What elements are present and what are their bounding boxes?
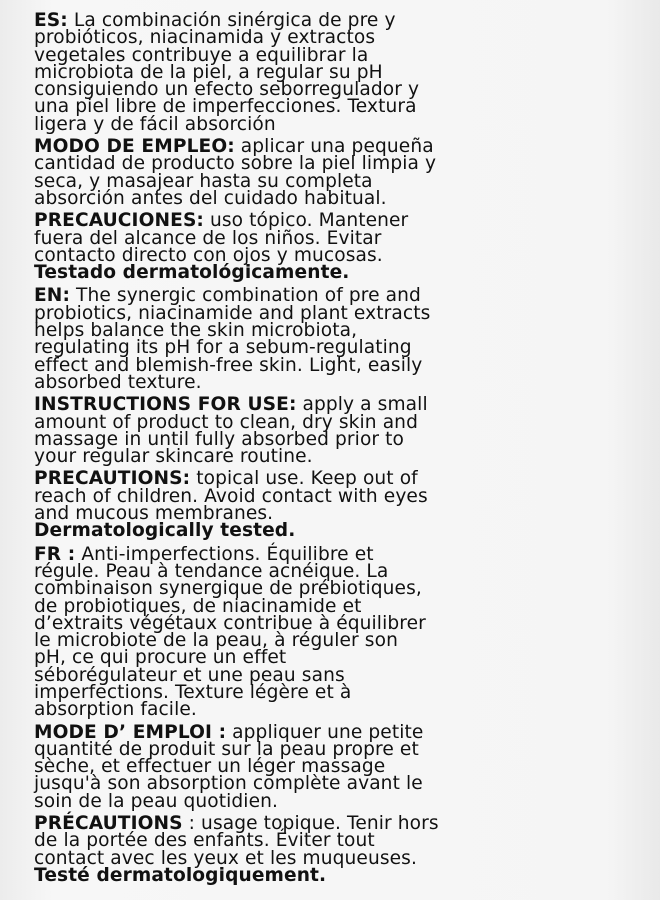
section-text: topical use. Keep out of reach of children. Avoid contact with eyes and mucous membranes. xyxy=(34,468,428,525)
spanish-precautions xyxy=(34,210,636,284)
section-heading: FR : xyxy=(34,543,76,565)
section-text: Anti-imperfections. Équilibre et régule. Peau à tendance acnéique. La combinaison synergique de prébiotiques, de probiotiques, de niacinamide et d’extraits végétaux contribue à équilibrer le microbiote de la peau, à réguler son pH, ce qui procure un effet séborégulateur et une peau sans imperfections. Texture légère et à absorption facile. xyxy=(34,543,426,721)
section-heading: PRÉCAUTIONS xyxy=(34,813,183,835)
section-text: aplicar una pequeña cantidad de producto sobre la piel limpia y seca, y masajear hasta su completa absorción antes del cuidado habitual. xyxy=(34,136,437,209)
section-text: uso tópico. Mantener fuera del alcance de los niños. Evitar contacto directo con ojos y mucosas. xyxy=(34,210,409,266)
section-text: appliquer une petite quantité de produit sur la peau propre et sèche, et effectuer un léger massage jusqu'à son absorption complète avant le soin de la peau quotidien. xyxy=(34,721,424,812)
english-instructions xyxy=(34,394,636,468)
english-precautions xyxy=(34,468,636,542)
section-heading: PRECAUTIONS: xyxy=(34,468,191,490)
tested-statement: Testé dermatologiquement. xyxy=(34,864,327,886)
section-heading: INSTRUCTIONS FOR USE: xyxy=(34,394,297,416)
section-heading: MODE D’ EMPLOI : xyxy=(34,721,227,743)
tested-statement: Testado dermatológicamente. xyxy=(34,262,350,284)
spanish-instructions xyxy=(34,138,636,207)
section-heading: EN: xyxy=(34,285,70,307)
section-text: La combinación sinérgica de pre y probióticos, niacinamida y extractos vegetales contribuye a equilibrar la microbiota de la piel, a regular su pH consiguiendo un efecto seborregulador y una piel libre de imperfecciones. Textura ligera y de fácil absorción xyxy=(34,10,420,135)
tested-statement: Dermatologically tested. xyxy=(34,520,296,542)
section-text: : usage topique. Tenir hors de la portée des enfants. Éviter tout contact avec les yeux et les muqueuses. xyxy=(34,813,439,869)
section-heading: MODO DE EMPLEO: xyxy=(34,136,235,158)
section-text: The synergic combination of pre and probiotics, niacinamide and plant extracts helps balance the skin microbiota, regulating its pH for a sebum-regulating effect and blemish-free skin. Light, easily absorbed texture. xyxy=(34,285,431,393)
french-instructions xyxy=(34,721,636,812)
english-description xyxy=(34,287,636,391)
french-precautions xyxy=(34,815,636,884)
section-heading: PRECAUCIONES: xyxy=(34,210,204,232)
spanish-description xyxy=(34,12,636,133)
section-heading: ES: xyxy=(34,10,68,31)
section-text: apply a small amount of product to clean, dry skin and massage in until fully absorbed prior to your regular skincare routine. xyxy=(34,394,428,468)
french-description xyxy=(34,543,636,721)
